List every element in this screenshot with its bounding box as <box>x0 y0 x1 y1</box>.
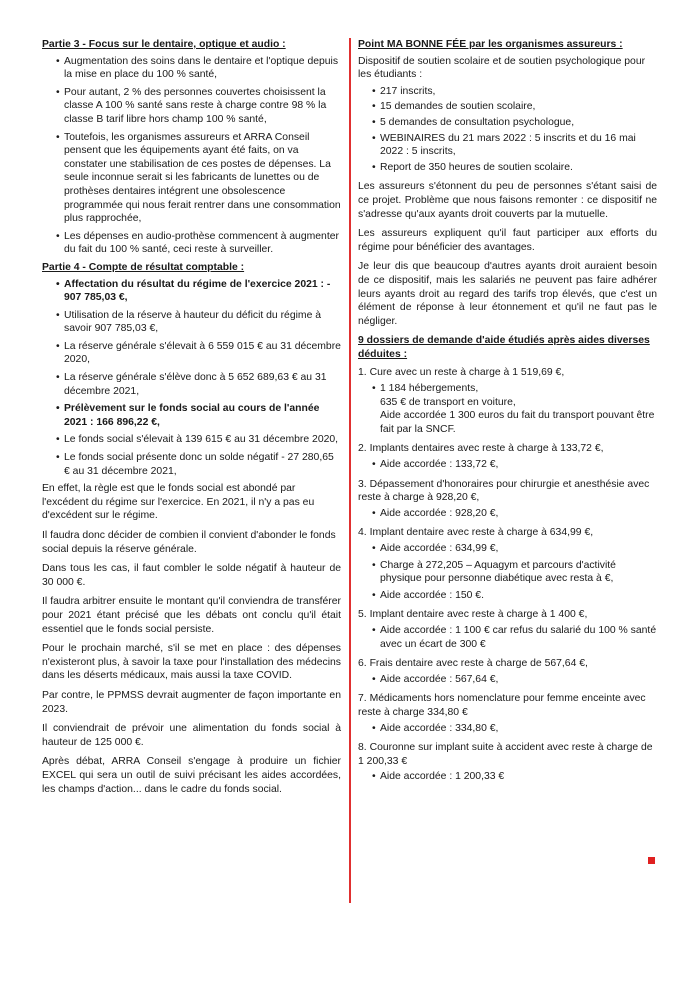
dossier-item: 8. Couronne sur implant suite à accident avec reste à charge de 1 200,33 € • Aide accordée : 1 200,33 € <box>358 741 657 784</box>
right-column <box>358 38 657 790</box>
list-item: • Prélèvement sur le fonds social au cours de l'année 2021 : 166 896,22 €, <box>42 402 341 429</box>
paragraph: Les assureurs s'étonnent du peu de personnes s'étant saisi de ce projet. Problème que nous faisons remonter : ce dispositif ne s'adresse qu'aux ayants droit couverts par la mutuelle. <box>358 181 657 220</box>
list-item: • 15 demandes de soutien scolaire, <box>358 100 657 114</box>
list-item: • Aide accordée : 1 200,33 € <box>358 770 657 784</box>
dossier-continuation: Aide accordée 1 300 euros du fait du transport pouvant être fait par la SNCF. <box>380 410 655 435</box>
list-item: • Aide accordée : 1 100 € car refus du salarié du 100 % santé avec un écart de 300 € <box>358 624 657 651</box>
part4-heading: Partie 4 - Compte de résultat comptable : <box>42 261 245 273</box>
list-item: • Aide accordée : 133,72 €, <box>358 458 657 472</box>
list-item: • Augmentation des soins dans le dentaire et l'optique depuis la mise en place du 100 % santé, <box>42 55 341 82</box>
paragraph: Il conviendrait de prévoir une alimentation du fonds social à hauteur de 125 000 €. <box>42 723 341 748</box>
dossier-item: 5. Implant dentaire avec reste à charge à 1 400 €, • Aide accordée : 1 100 € car refus du salarié du 100 % santé avec un écart de 300 € <box>358 608 657 651</box>
paragraph: Il faudra arbitrer ensuite le montant qu'il conviendra de transférer pour 2021 étant précisé que les débats ont conclu qu'il était essentiel que le fonds social persiste. <box>42 596 341 635</box>
dossier-item: 2. Implants dentaires avec reste à charge à 133,72 €, • Aide accordée : 133,72 €, <box>358 442 657 471</box>
list-item: • Report de 350 heures de soutien scolaire. <box>358 161 657 175</box>
dossier-item: 4. Implant dentaire avec reste à charge à 634,99 €, • Aide accordée : 634,99 €, • Charge à 272,205 – Aquagym et parcours d'activité physique pour personne diabétique avec resta à €, • Aide accordée : 150 €. <box>358 526 657 602</box>
end-square-icon <box>648 857 655 864</box>
list-item: • 1 184 hébergements, <box>358 382 657 396</box>
list-item: • Les dépenses en audio-prothèse commencent à augmenter du fait du 100 % santé, ceci reste à surveiller. <box>42 230 341 257</box>
dossier-item: 7. Médicaments hors nomenclature pour femme enceinte avec reste à charge 334,80 € • Aide accordée : 334,80 €, <box>358 692 657 735</box>
paragraph: Je leur dis que beaucoup d'autres ayants droit auraient besoin de ce dispositif, mais les salariés ne peuvent pas faire adhérer leurs ayants droit au regard des tarifs trop élevés, que c'est un élément de réponse à leur étonnement et qu'il ne faut pas le négliger. <box>358 261 657 327</box>
list-item: • Affectation du résultat du régime de l'exercice 2021 : - 907 785,03 €, <box>42 278 341 305</box>
list-item: • Aide accordée : 567,64 €, <box>358 673 657 687</box>
ma-bonne-fee-heading: Point MA BONNE FÉE par les organismes assureurs : <box>358 39 623 50</box>
dossier-item: 6. Frais dentaire avec reste à charge de 567,64 €, • Aide accordée : 567,64 €, <box>358 657 657 686</box>
list-item: • La réserve générale s'élève donc à 5 652 689,63 € au 31 décembre 2021, <box>42 371 341 398</box>
list-item: • Charge à 272,205 – Aquagym et parcours d'activité physique pour personne diabétique avec resta à €, <box>358 559 657 586</box>
dossier-item: 1. Cure avec un reste à charge à 1 519,69 €, • 1 184 hébergements, 635 € de transport en voiture, Aide accordée 1 300 euros du fait du transport pouvant être fait par la SNCF. <box>358 366 657 436</box>
list-item: • Pour autant, 2 % des personnes couvertes choisissent la classe A 100 % santé sans reste à charge contre 98 % la classe B tarif libre hors champ 100 % santé, <box>42 86 341 127</box>
column-divider <box>349 38 351 903</box>
list-item: • Aide accordée : 634,99 €, <box>358 542 657 556</box>
list-item: • Le fonds social présente donc un solde négatif - 27 280,65 € au 31 décembre 2021, <box>42 451 341 478</box>
list-item: • Aide accordée : 334,80 €, <box>358 722 657 736</box>
list-item: • 5 demandes de consultation psychologue, <box>358 116 657 130</box>
dossiers-heading: 9 dossiers de demande d'aide étudiés après aides diverses déduites : <box>358 335 650 360</box>
paragraph: Dans tous les cas, il faut combler le solde négatif à hauteur de 30 000 €. <box>42 563 341 588</box>
paragraph: Par contre, le PPMSS devrait augmenter de façon importante en 2023. <box>42 689 341 715</box>
paragraph: Dispositif de soutien scolaire et de soutien psychologique pour les étudiants : <box>358 55 646 81</box>
list-item: • Utilisation de la réserve à hauteur du déficit du régime à savoir 907 785,03 €, <box>42 309 341 336</box>
list-item: • Aide accordée : 928,20 €, <box>358 507 657 521</box>
list-item: • Le fonds social s'élevait à 139 615 € au 31 décembre 2020, <box>42 433 341 447</box>
list-item: • Aide accordée : 150 €. <box>358 589 657 603</box>
left-column <box>42 38 341 802</box>
list-item: • WEBINAIRES du 21 mars 2022 : 5 inscrits et du 16 mai 2022 : 5 inscrits, <box>358 132 657 159</box>
paragraph: En effet, la règle est que le fonds social est abondé par l'excédent du régime sur l'exercice. En 2021, il n'y a pas eu d'excédent sur le régime. <box>42 483 315 522</box>
paragraph: Les assureurs expliquent qu'il faut participer aux efforts du régime pour bénéficier des avantages. <box>358 228 657 253</box>
paragraph: Après débat, ARRA Conseil s'engage à produire un fichier EXCEL qui sera un outil de suivi précisant les aides accordées, les champs d'action... dans le cadre du fonds social. <box>42 756 341 795</box>
stats-list <box>358 85 657 175</box>
dossier-item: 3. Dépassement d'honoraires pour chirurgie et anesthésie avec reste à charge à 928,20 €, • Aide accordée : 928,20 €, <box>358 478 657 521</box>
list-item: • La réserve générale s'élevait à 6 559 015 € au 31 décembre 2020, <box>42 340 341 367</box>
part3-list <box>42 55 341 257</box>
part4-list <box>42 278 341 479</box>
list-item: • Toutefois, les organismes assureurs et ARRA Conseil pensent que les équipements ayant été faits, on va constater une stabilisation de ces postes de dépenses. La seule inconnue serait si les fabricants de lunettes ou de prothèses dentaires intégrent une obsolescence programmée qui nous ferait rentrer dans une consommation plus rapprochée, <box>42 131 341 226</box>
list-item: • 217 inscrits, <box>358 85 657 99</box>
part3-heading: Partie 3 - Focus sur le dentaire, optique et audio : <box>42 39 286 50</box>
paragraph: Il faudra donc décider de combien il convient d'abonder le fonds social depuis la réserve générale. <box>42 530 336 555</box>
dossier-continuation: 635 € de transport en voiture, <box>380 396 516 408</box>
paragraph: Pour le prochain marché, s'il se met en place : des dépenses n'existeront plus, à savoir la taxe pour l'installation des médecins dans les déserts médicaux, mais aussi la taxe COVID. <box>42 643 341 682</box>
